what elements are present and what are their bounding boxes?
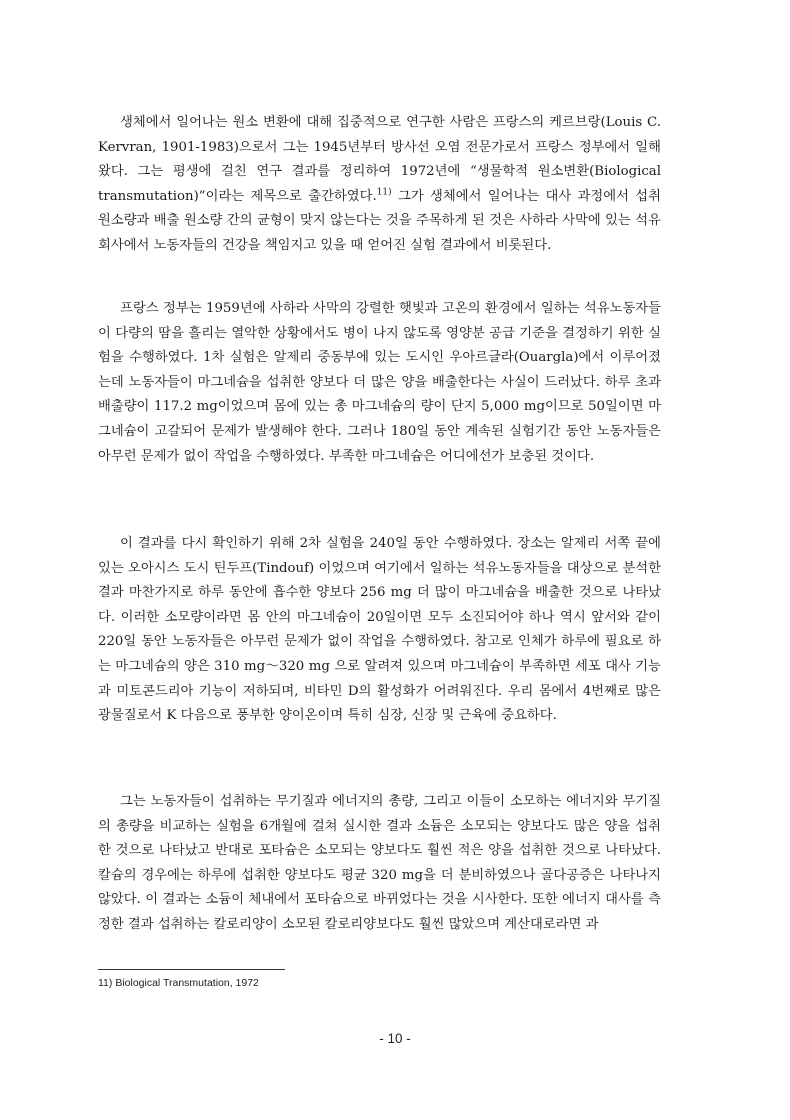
paragraph-1-text-a: 생체에서 일어나는 원소 변환에 대해 집중적으로 연구한 사람은 프랑스의 케르브랑(Louis C. Kervran, 1901-1983)으로서 그는 1945년부터 방사선 오염 전문가로서 프랑스 정부에서 일해 왔다. 그는 평생에 걸친 연구 결과를 정리하여 1972년에 “생물학적 원소변환(Biological transmutation)”이라는 제목으로 출간하였다. (98, 115, 661, 204)
paragraph-4: 그는 노동자들이 섭취하는 무기질과 에너지의 총량, 그리고 이들이 소모하는 에너지와 무기질의 총량을 비교하는 실험을 6개월에 걸쳐 실시한 결과 소듐은 소모되는 양보다도 많은 양을 섭취한 것으로 나타났고 반대로 포타슘은 소모되는 양보다도 훨씬 적은 양을 섭취한 것으로 나타났다. 칼슘의 경우에는 하루에 섭취한 양보다도 평균 320 mg을 더 분비하였으나 골다공증은 나타나지 않았다. 이 결과는 소듐이 체내에서 포타슘으로 바뀌었다는 것을 시사한다. 또한 에너지 대사를 측정한 결과 섭취하는 칼로리양이 소모된 칼로리양보다도 훨씬 많았으며 계산대로라면 과 (98, 794, 661, 932)
paragraph-1-text-b: 그가 생체에서 일어나는 대사 과정에서 섭취 원소량과 배출 원소량 간의 균형이 맞지 않는다는 것을 주목하게 된 것은 사하라 사막에 있는 석유회사에서 노동자들의 건강을 책임지고 있을 때 얻어진 실험 결과에서 비롯된다. (98, 188, 661, 253)
footnote-divider (98, 969, 285, 970)
footnote: 11) Biological Transmutation, 1972 (98, 977, 259, 989)
paragraph-2: 프랑스 정부는 1959년에 사하라 사막의 강렬한 햇빛과 고온의 환경에서 일하는 석유노동자들이 다량의 땀을 흘리는 열악한 상황에서도 병이 나지 않도록 영양분 공급 기준을 결정하기 위한 실험을 수행하였다. 1차 실험은 알제리 중동부에 있는 도시인 우아르글라(Ouargla)에서 이루어졌는데 노동자들이 마그네슘을 섭취한 양보다 더 많은 양을 배출한다는 사실이 드러났다. 하루 초과 배출량이 117.2 mg이었으며 몸에 있는 총 마그네슘의 량이 단지 5,000 mg이므로 50일이면 마그네슘이 고갈되어 문제가 발생해야 한다. 그러나 180일 동안 계속된 실험기간 동안 노동자들은 아무런 문제가 없이 작업을 수행하였다. 부족한 마그네슘은 어디에선가 보충된 것이다. (98, 301, 661, 464)
paragraph-1 (98, 111, 661, 259)
footnote-reference[interactable]: 11) (376, 187, 392, 198)
paragraph-3: 이 결과를 다시 확인하기 위해 2차 실험을 240일 동안 수행하였다. 장소는 알제리 서쪽 끝에 있는 오아시스 도시 틴두프(Tindouf) 이었으며 여기에서 일하는 석유노동자들을 대상으로 분석한 결과 마찬가지로 하루 동안에 흡수한 양보다 256 mg 더 많이 마그네슘을 배출한 것으로 나타났다. 이러한 소모량이라면 몸 안의 마그네슘이 20일이면 모두 소진되어야 하나 역시 앞서와 같이 220일 동안 노동자들은 아무런 문제가 없이 작업을 수행하였다. 참고로 인체가 하루에 필요로 하는 마그네슘의 양은 310 mg～320 mg 으로 알려져 있으며 마그네슘이 부족하면 세포 대사 기능과 미토콘드리아 기능이 저하되며, 비타민 D의 활성화가 어려워진다. 우리 몸에서 4번째로 많은 광물질로서 K 다음으로 풍부한 양이온이며 특히 심장, 신장 및 근육에 중요하다. (98, 536, 661, 724)
page-number: - 10 - (379, 1031, 411, 1046)
